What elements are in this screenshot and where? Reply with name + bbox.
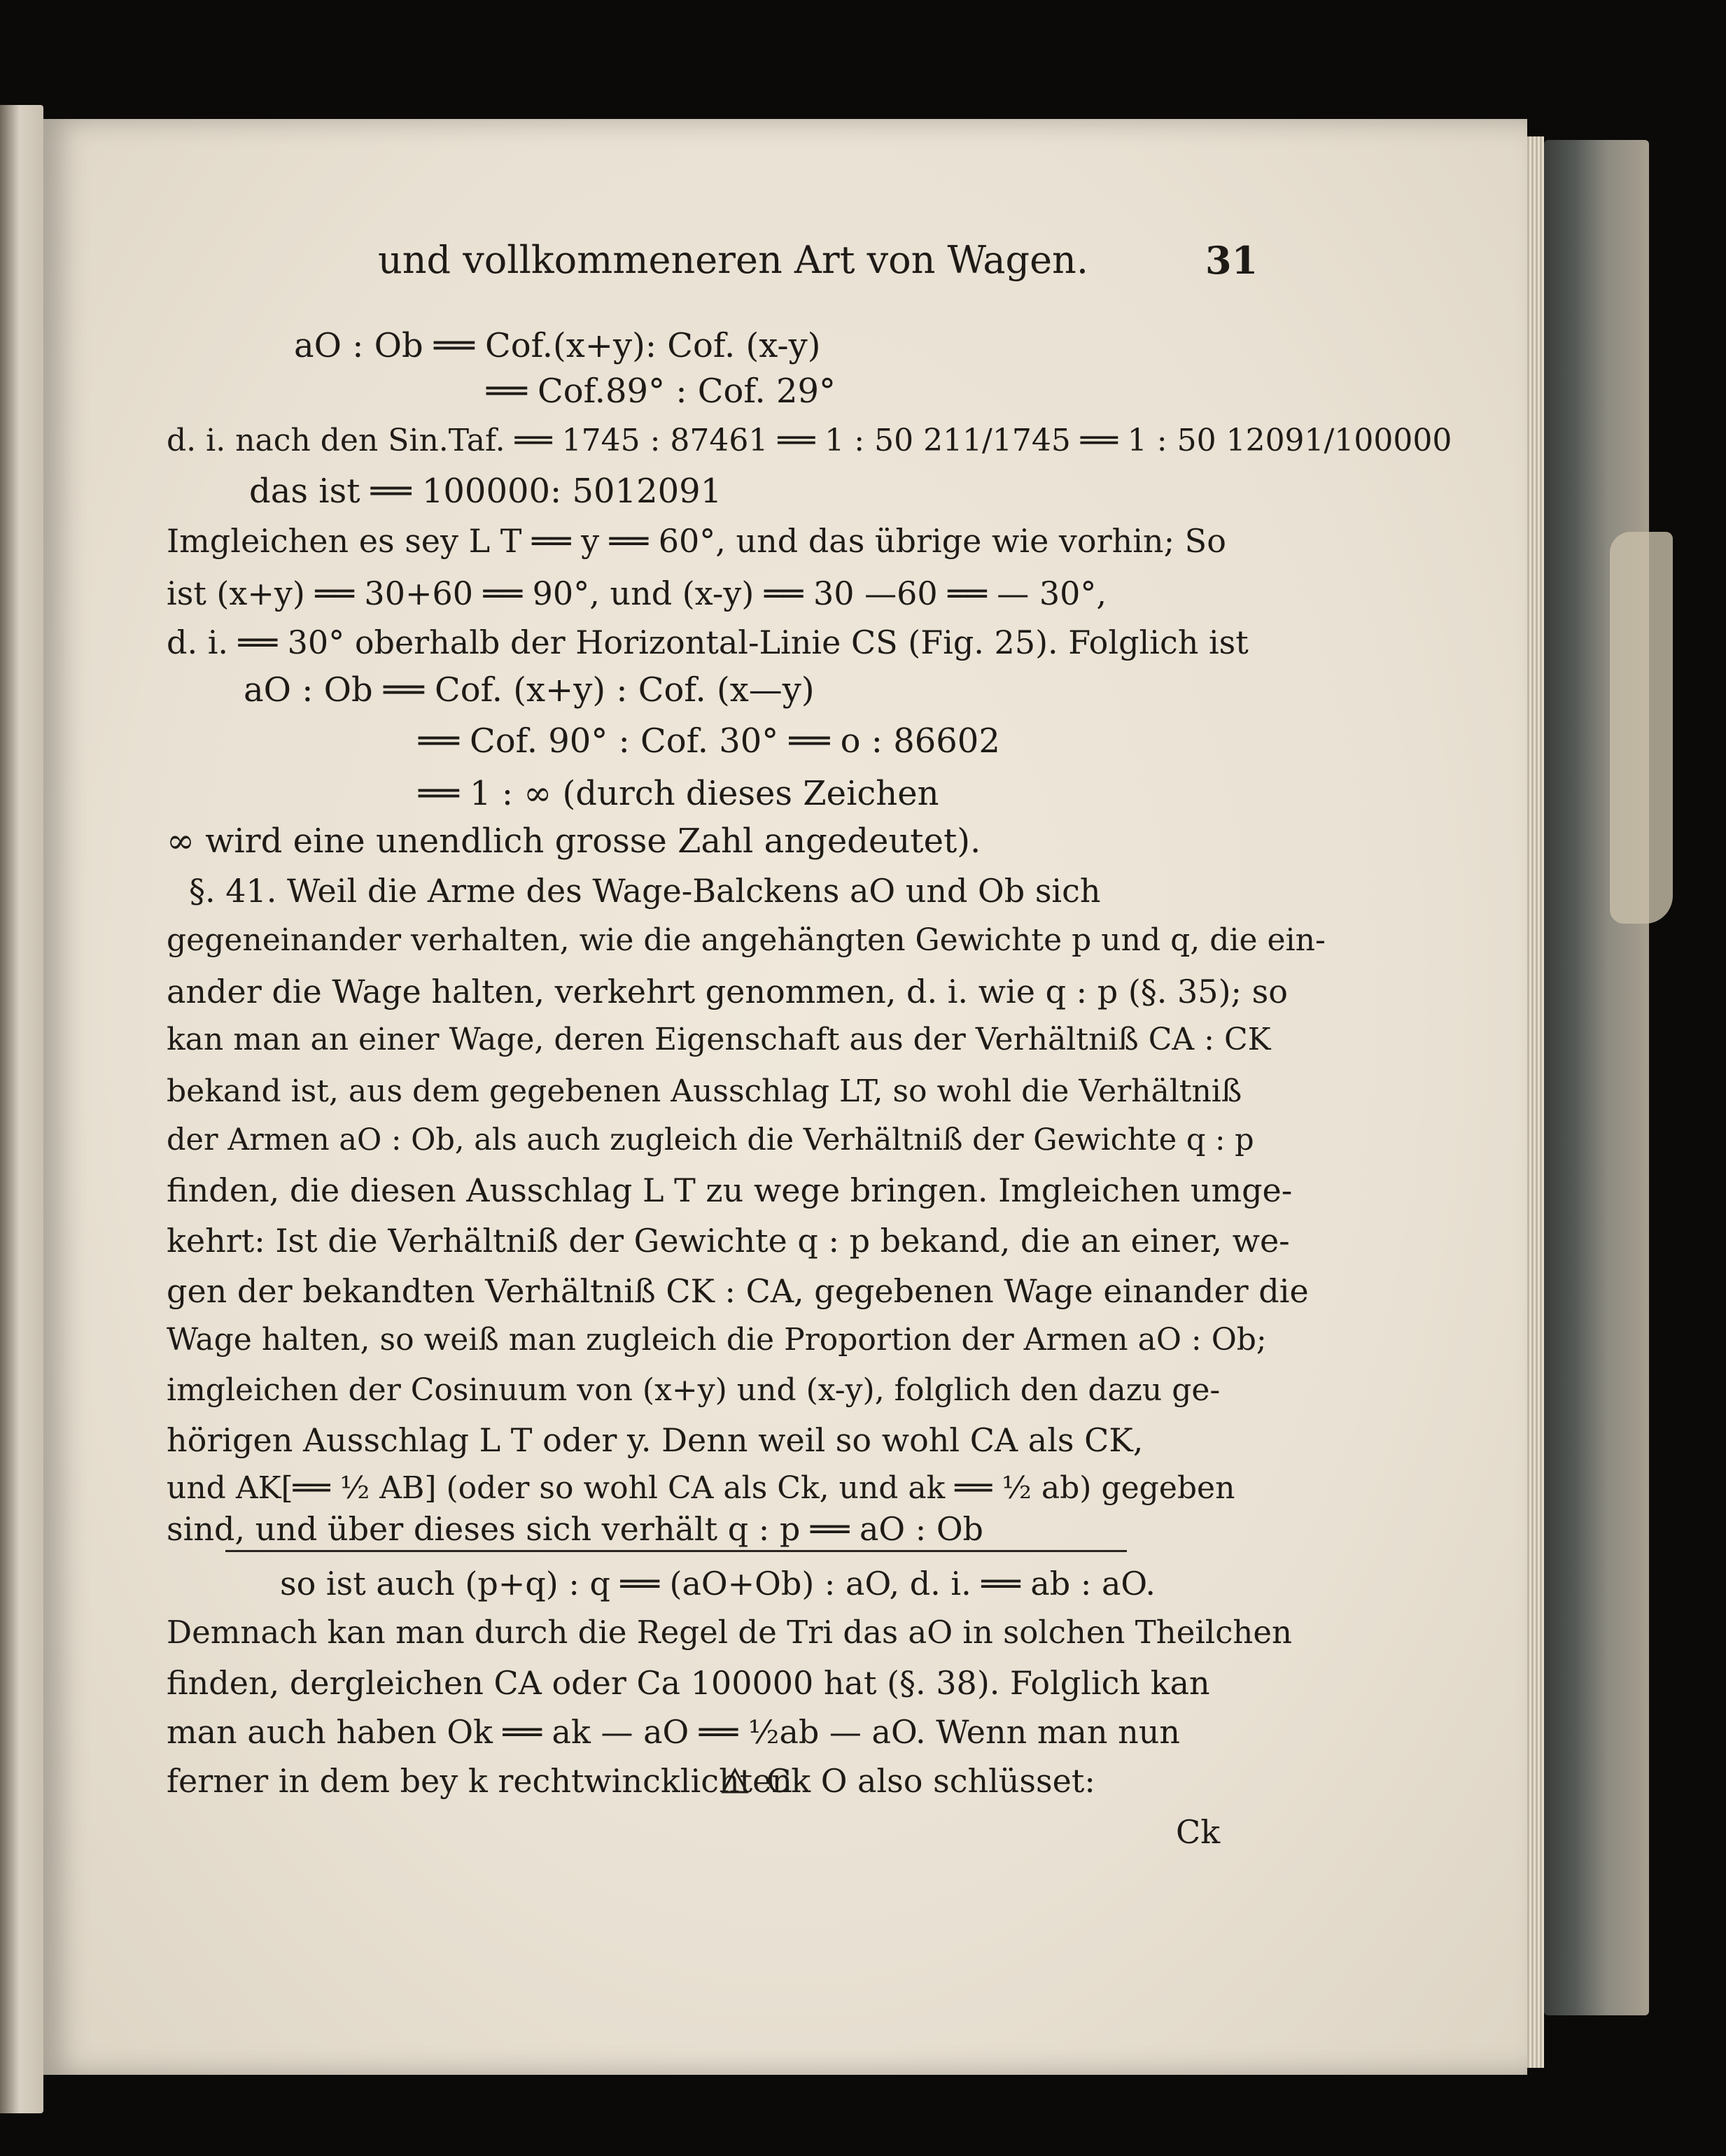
text-line: ══ 1 : ∞ (durch dieses Zeichen — [419, 774, 939, 813]
text-line: sind, und über dieses sich verhält q : p ══ aO : Ob — [167, 1510, 984, 1548]
text-line: hörigen Ausschlag L T oder y. Denn weil so wohl CA als CK, — [167, 1421, 1144, 1459]
text-line: kehrt: Ist die Verhältniß der Gewichte q : p bekand, die an einer, we- — [167, 1222, 1290, 1260]
text-line: und AK[══ ½ AB] (oder so wohl CA als Ck, und ak ══ ½ ab) gegeben — [167, 1470, 1235, 1506]
text-line: aO : Ob ══ Cof. (x+y) : Cof. (x—y) — [244, 670, 815, 710]
text-line: Wage halten, so weiß man zugleich die Proportion der Armen aO : Ob; — [167, 1322, 1267, 1358]
text-line: aO : Ob ══ Cof.(x+y): Cof. (x-y) — [294, 326, 821, 365]
text-line: gegeneinander verhalten, wie die angehängten Gewichte p und q, die ein- — [167, 922, 1326, 958]
text-line: ist (x+y) ══ 30+60 ══ 90°, und (x-y) ══ 30 —60 ══ — 30°, — [167, 575, 1107, 612]
page-block-edge — [1527, 136, 1544, 2068]
text-line: d. i. nach den Sin.Taf. ══ 1745 : 87461 ══ 1 : 50 211/1745 ══ 1 : 50 12091/100000 — [167, 423, 1452, 458]
text-line: d. i. ══ 30° oberhalb der Horizontal-Linie CS (Fig. 25). Folglich ist — [167, 623, 1249, 661]
cover-wear — [1610, 532, 1673, 924]
left-page-edge — [0, 105, 43, 2113]
text-line: das ist ══ 100000: 5012091 — [249, 472, 722, 511]
text-line: ander die Wage halten, verkehrt genommen, d. i. wie q : p (§. 35); so — [167, 973, 1288, 1010]
text-line: so ist auch (p+q) : q ══ (aO+Ob) : aO, d. i. ══ ab : aO. — [280, 1565, 1156, 1602]
text-line: imgleichen der Cosinuum von (x+y) und (x-y), folglich den dazu ge- — [167, 1372, 1221, 1408]
text-line: finden, dergleichen CA oder Ca 100000 hat (§. 38). Folglich kan — [167, 1664, 1210, 1702]
triangle-icon — [721, 1768, 749, 1794]
text-line: kan man an einer Wage, deren Eigenschaft aus der Verhältniß CA : CK — [167, 1022, 1271, 1057]
text-line: Demnach kan man durch die Regel de Tri das aO in solchen Theilchen — [167, 1614, 1293, 1651]
text-line: man auch haben Ok ══ ak — aO ══ ½ab — aO. Wenn man nun — [167, 1713, 1181, 1751]
text-line: ferner in dem bey k rechtwincklichten — [167, 1762, 792, 1800]
running-header: und vollkommeneren Art von Wagen. — [378, 238, 1089, 282]
text-line: gen der bekandten Verhältniß CK : CA, gegebenen Wage einander die — [167, 1272, 1309, 1310]
book-cover — [1544, 140, 1649, 2015]
divider-rule — [225, 1550, 1127, 1552]
text-line: Ck O also schlüsset: — [766, 1762, 1095, 1800]
text-line: ∞ wird eine unendlich grosse Zahl angedeutet). — [167, 822, 981, 861]
page-number: 31 — [1205, 238, 1258, 283]
text-line: ══ Cof. 90° : Cof. 30° ══ o : 86602 — [419, 721, 1000, 761]
text-line: der Armen aO : Ob, als auch zugleich die Verhältniß der Gewichte q : p — [167, 1122, 1254, 1157]
text-line: bekand ist, aus dem gegebenen Ausschlag LT, so wohl die Verhältniß — [167, 1073, 1242, 1109]
text-line: §. 41. Weil die Arme des Wage-Balckens aO und Ob sich — [189, 872, 1101, 910]
text-line: finden, die diesen Ausschlag L T zu wege bringen. Imgleichen umge- — [167, 1171, 1293, 1209]
catchword: Ck — [1176, 1813, 1221, 1851]
text-line: Imgleichen es sey L T ══ y ══ 60°, und das übrige wie vorhin; So — [167, 522, 1226, 560]
text-line: ══ Cof.89° : Cof. 29° — [486, 372, 836, 411]
